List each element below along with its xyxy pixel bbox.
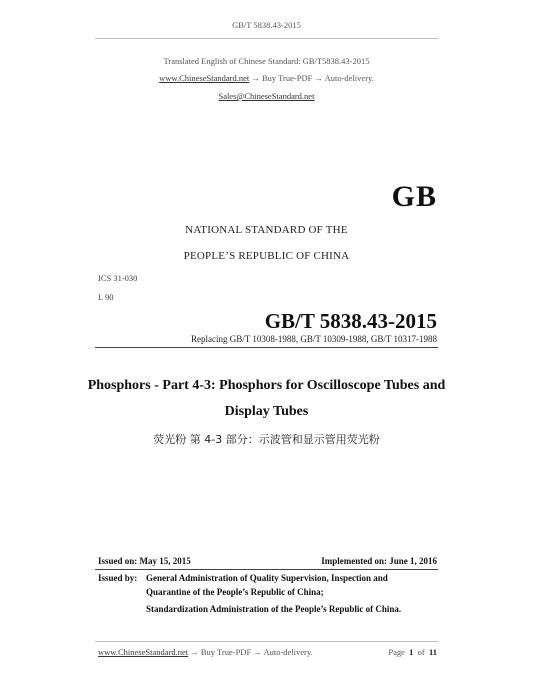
footer-divider [95, 641, 438, 642]
page-total: 11 [428, 647, 437, 657]
footer-site-link[interactable]: www.ChineseStandard.net [98, 647, 189, 657]
code-divider [95, 347, 438, 348]
dates-divider [95, 569, 438, 570]
page-label: Page [388, 647, 405, 657]
issuer-line3: Standardization Administration of the People’s Republic of China. [146, 604, 402, 614]
standard-code: GB/T 5838.43-2015 [264, 309, 437, 333]
page-of: of [417, 647, 425, 657]
replacing-line: Replacing GB/T 10308-1988, GB/T 10309-1988, GB/T 10317-1988 [191, 334, 437, 344]
gb-logo: GB [391, 180, 437, 213]
page-number [388, 647, 437, 657]
title-en-line2: Display Tubes [224, 404, 309, 419]
classification-code: L 90 [98, 292, 114, 302]
national-standard-line1: NATIONAL STANDARD OF THE [185, 224, 348, 236]
page-current: 1 [409, 647, 414, 657]
site-link[interactable]: www.ChineseStandard.net [159, 73, 250, 83]
title-cn: 荧光粉 第 4-3 部分：示波管和显示管用荧光粉 [153, 433, 380, 446]
issuer-label: Issued by: [98, 573, 138, 583]
title-en-line1: Phosphors - Part 4-3: Phosphors for Oscilloscope Tubes and [87, 378, 446, 393]
buy-text: → Buy True-PDF → Auto-delivery. [249, 73, 374, 83]
email-link[interactable]: Sales@ChineseStandard.net [218, 91, 315, 101]
issued-on: Issued on: May 15, 2015 [98, 556, 191, 566]
footer-buy-text: → Buy True-PDF → Auto-delivery. [188, 647, 313, 657]
header-divider [95, 38, 438, 39]
running-header: GB/T 5838.43-2015 [232, 20, 301, 30]
site-line [0, 73, 533, 83]
issuer-line1: General Administration of Quality Supervision, Inspection and [146, 573, 388, 583]
email-line [0, 91, 533, 101]
national-standard-line2: PEOPLE’S REPUBLIC OF CHINA [183, 250, 350, 262]
translation-notice: Translated English of Chinese Standard: GB/T5838.43-2015 [163, 56, 370, 66]
issuer-line2: Quarantine of the People’s Republic of China; [146, 587, 324, 597]
footer-site-line [98, 647, 313, 657]
implemented-on: Implemented on: June 1, 2016 [321, 556, 437, 566]
ics-code: ICS 31-030 [98, 273, 138, 283]
